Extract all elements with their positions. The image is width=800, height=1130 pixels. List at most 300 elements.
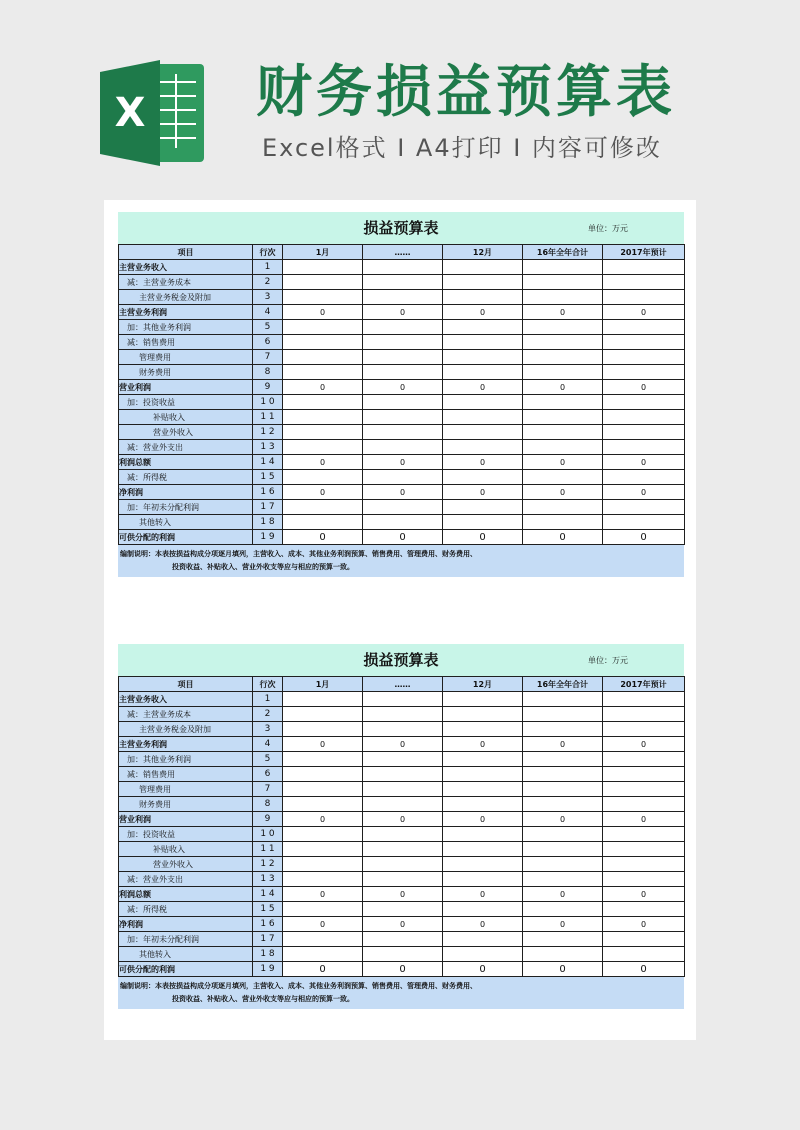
page-subtitle: Excel格式 I A4打印 I 内容可修改 xyxy=(262,134,662,162)
row-item-label: 补贴收入 xyxy=(119,410,253,425)
value-cell[interactable] xyxy=(603,782,685,797)
table-row xyxy=(119,395,685,410)
value-cell[interactable]: 0 xyxy=(283,485,363,500)
value-cell[interactable] xyxy=(603,425,685,440)
row-number: 1 5 xyxy=(253,470,283,485)
value-cell[interactable] xyxy=(283,782,363,797)
row-item-label: 减：所得税 xyxy=(119,470,253,485)
value-cell[interactable] xyxy=(283,470,363,485)
value-cell[interactable] xyxy=(283,395,363,410)
value-cell[interactable] xyxy=(443,515,523,530)
value-cell[interactable] xyxy=(443,470,523,485)
value-cell[interactable] xyxy=(523,470,603,485)
row-item-label: 加：年初未分配利润 xyxy=(119,500,253,515)
value-cell[interactable]: 0 xyxy=(603,380,685,395)
row-number: 1 0 xyxy=(253,827,283,842)
value-cell[interactable]: 0 xyxy=(283,887,363,902)
value-cell[interactable] xyxy=(523,797,603,812)
row-item-label: 加：投资收益 xyxy=(119,395,253,410)
row-number: 6 xyxy=(253,335,283,350)
row-item-label: 利润总额 xyxy=(119,887,253,902)
value-cell[interactable] xyxy=(603,752,685,767)
value-cell[interactable] xyxy=(443,350,523,365)
column-header: 行次 xyxy=(253,677,283,692)
value-cell[interactable] xyxy=(283,440,363,455)
table-note xyxy=(118,977,684,1009)
table-row xyxy=(119,767,685,782)
table-row xyxy=(119,275,685,290)
value-cell[interactable]: 0 xyxy=(283,455,363,470)
value-cell[interactable] xyxy=(523,902,603,917)
value-cell[interactable] xyxy=(283,275,363,290)
row-number: 1 8 xyxy=(253,947,283,962)
value-cell[interactable] xyxy=(283,515,363,530)
value-cell[interactable] xyxy=(523,260,603,275)
row-number: 1 5 xyxy=(253,902,283,917)
value-cell[interactable] xyxy=(283,425,363,440)
value-cell[interactable] xyxy=(523,365,603,380)
value-cell[interactable] xyxy=(603,932,685,947)
row-number: 1 8 xyxy=(253,515,283,530)
row-item-label: 管理费用 xyxy=(119,782,253,797)
table-row xyxy=(119,350,685,365)
value-cell[interactable] xyxy=(443,290,523,305)
row-number: 1 4 xyxy=(253,455,283,470)
value-cell[interactable] xyxy=(523,350,603,365)
value-cell[interactable]: 0 xyxy=(523,887,603,902)
value-cell[interactable] xyxy=(523,722,603,737)
table-row xyxy=(119,260,685,275)
value-cell[interactable] xyxy=(363,692,443,707)
value-cell[interactable] xyxy=(363,350,443,365)
value-cell[interactable] xyxy=(283,842,363,857)
row-number: 9 xyxy=(253,380,283,395)
value-cell[interactable]: 0 xyxy=(523,737,603,752)
column-header: 1月 xyxy=(283,677,363,692)
value-cell[interactable]: 0 xyxy=(443,305,523,320)
value-cell[interactable] xyxy=(603,440,685,455)
value-cell[interactable]: 0 xyxy=(603,917,685,932)
row-item-label: 净利润 xyxy=(119,917,253,932)
value-cell[interactable] xyxy=(283,692,363,707)
table-row xyxy=(119,812,685,827)
value-cell[interactable]: 0 xyxy=(443,530,523,545)
value-cell[interactable] xyxy=(443,782,523,797)
value-cell[interactable] xyxy=(443,395,523,410)
row-number: 4 xyxy=(253,305,283,320)
row-item-label: 补贴收入 xyxy=(119,842,253,857)
value-cell[interactable] xyxy=(363,260,443,275)
value-cell[interactable] xyxy=(283,290,363,305)
value-cell[interactable] xyxy=(363,902,443,917)
value-cell[interactable]: 0 xyxy=(363,737,443,752)
value-cell[interactable] xyxy=(443,827,523,842)
sheet-header xyxy=(118,644,684,676)
value-cell[interactable] xyxy=(283,335,363,350)
row-number: 2 xyxy=(253,275,283,290)
row-item-label: 加：其他业务利润 xyxy=(119,752,253,767)
value-cell[interactable] xyxy=(363,515,443,530)
row-number: 5 xyxy=(253,320,283,335)
row-number: 8 xyxy=(253,797,283,812)
row-item-label: 营业利润 xyxy=(119,380,253,395)
value-cell[interactable] xyxy=(283,260,363,275)
table-row xyxy=(119,752,685,767)
column-header: 2017年预计 xyxy=(603,677,685,692)
row-item-label: 其他转入 xyxy=(119,515,253,530)
table-row xyxy=(119,707,685,722)
value-cell[interactable] xyxy=(363,947,443,962)
row-item-label: 减：主营业务成本 xyxy=(119,275,253,290)
table-row xyxy=(119,305,685,320)
value-cell[interactable] xyxy=(443,722,523,737)
value-cell[interactable] xyxy=(603,707,685,722)
value-cell[interactable] xyxy=(523,767,603,782)
budget-sheet-1 xyxy=(118,212,684,577)
value-cell[interactable] xyxy=(443,260,523,275)
table-row xyxy=(119,797,685,812)
value-cell[interactable] xyxy=(283,722,363,737)
unit-label: 单位：万元 xyxy=(588,656,628,665)
value-cell[interactable]: 0 xyxy=(283,917,363,932)
value-cell[interactable]: 0 xyxy=(603,812,685,827)
value-cell[interactable] xyxy=(523,410,603,425)
value-cell[interactable] xyxy=(523,842,603,857)
value-cell[interactable]: 0 xyxy=(363,305,443,320)
value-cell[interactable]: 0 xyxy=(363,887,443,902)
value-cell[interactable] xyxy=(523,872,603,887)
value-cell[interactable] xyxy=(283,827,363,842)
row-number: 2 xyxy=(253,707,283,722)
value-cell[interactable]: 0 xyxy=(443,737,523,752)
table-row xyxy=(119,917,685,932)
value-cell[interactable]: 0 xyxy=(363,962,443,977)
value-cell[interactable] xyxy=(283,410,363,425)
value-cell[interactable] xyxy=(363,425,443,440)
value-cell[interactable] xyxy=(603,500,685,515)
value-cell[interactable] xyxy=(523,947,603,962)
value-cell[interactable] xyxy=(363,470,443,485)
row-item-label: 加：投资收益 xyxy=(119,827,253,842)
value-cell[interactable] xyxy=(603,692,685,707)
value-cell[interactable] xyxy=(523,827,603,842)
value-cell[interactable] xyxy=(443,842,523,857)
value-cell[interactable]: 0 xyxy=(603,485,685,500)
table-row xyxy=(119,320,685,335)
value-cell[interactable] xyxy=(603,857,685,872)
value-cell[interactable] xyxy=(523,395,603,410)
row-item-label: 主营业务税金及附加 xyxy=(119,290,253,305)
value-cell[interactable] xyxy=(443,797,523,812)
value-cell[interactable] xyxy=(363,842,443,857)
value-cell[interactable] xyxy=(603,797,685,812)
budget-table xyxy=(118,244,685,545)
value-cell[interactable] xyxy=(363,275,443,290)
value-cell[interactable] xyxy=(443,707,523,722)
row-item-label: 管理费用 xyxy=(119,350,253,365)
row-number: 1 1 xyxy=(253,842,283,857)
value-cell[interactable] xyxy=(603,365,685,380)
value-cell[interactable] xyxy=(523,782,603,797)
excel-logo-icon xyxy=(100,58,208,168)
budget-sheet-2 xyxy=(118,644,684,1009)
value-cell[interactable] xyxy=(443,365,523,380)
value-cell[interactable] xyxy=(363,395,443,410)
row-number: 1 2 xyxy=(253,857,283,872)
value-cell[interactable] xyxy=(603,320,685,335)
table-row xyxy=(119,290,685,305)
value-cell[interactable]: 0 xyxy=(523,485,603,500)
column-header: …… xyxy=(363,677,443,692)
value-cell[interactable] xyxy=(603,410,685,425)
table-row xyxy=(119,335,685,350)
table-row xyxy=(119,692,685,707)
value-cell[interactable] xyxy=(603,335,685,350)
value-cell[interactable] xyxy=(603,350,685,365)
value-cell[interactable] xyxy=(363,767,443,782)
value-cell[interactable] xyxy=(283,767,363,782)
value-cell[interactable] xyxy=(443,335,523,350)
table-row xyxy=(119,887,685,902)
value-cell[interactable] xyxy=(523,290,603,305)
value-cell[interactable] xyxy=(283,872,363,887)
value-cell[interactable]: 0 xyxy=(283,530,363,545)
value-cell[interactable] xyxy=(283,752,363,767)
column-header: 12月 xyxy=(443,245,523,260)
table-row xyxy=(119,425,685,440)
value-cell[interactable] xyxy=(443,425,523,440)
value-cell[interactable]: 0 xyxy=(363,455,443,470)
value-cell[interactable] xyxy=(363,932,443,947)
row-item-label: 减：营业外支出 xyxy=(119,440,253,455)
value-cell[interactable]: 0 xyxy=(603,530,685,545)
value-cell[interactable] xyxy=(363,440,443,455)
row-number: 1 6 xyxy=(253,485,283,500)
value-cell[interactable] xyxy=(603,902,685,917)
value-cell[interactable]: 0 xyxy=(523,812,603,827)
column-header: 行次 xyxy=(253,245,283,260)
value-cell[interactable]: 0 xyxy=(523,530,603,545)
row-item-label: 其他转入 xyxy=(119,947,253,962)
value-cell[interactable] xyxy=(523,425,603,440)
value-cell[interactable]: 0 xyxy=(443,917,523,932)
value-cell[interactable] xyxy=(283,350,363,365)
table-row xyxy=(119,902,685,917)
table-row xyxy=(119,872,685,887)
row-item-label: 主营业务税金及附加 xyxy=(119,722,253,737)
column-header: …… xyxy=(363,245,443,260)
value-cell[interactable]: 0 xyxy=(523,962,603,977)
value-cell[interactable]: 0 xyxy=(363,812,443,827)
value-cell[interactable] xyxy=(523,335,603,350)
table-row xyxy=(119,722,685,737)
value-cell[interactable] xyxy=(523,752,603,767)
value-cell[interactable] xyxy=(283,857,363,872)
value-cell[interactable]: 0 xyxy=(523,305,603,320)
value-cell[interactable] xyxy=(603,260,685,275)
value-cell[interactable]: 0 xyxy=(603,887,685,902)
value-cell[interactable] xyxy=(603,947,685,962)
value-cell[interactable] xyxy=(603,290,685,305)
sheet-title: 损益预算表 xyxy=(363,219,439,237)
row-number: 8 xyxy=(253,365,283,380)
unit-label: 单位：万元 xyxy=(588,224,628,233)
value-cell[interactable]: 0 xyxy=(523,455,603,470)
row-item-label: 营业利润 xyxy=(119,812,253,827)
value-cell[interactable] xyxy=(363,290,443,305)
value-cell[interactable]: 0 xyxy=(443,380,523,395)
value-cell[interactable] xyxy=(443,767,523,782)
value-cell[interactable]: 0 xyxy=(603,305,685,320)
table-header-row xyxy=(119,677,685,692)
value-cell[interactable]: 0 xyxy=(283,380,363,395)
value-cell[interactable] xyxy=(523,320,603,335)
value-cell[interactable] xyxy=(363,320,443,335)
value-cell[interactable] xyxy=(523,692,603,707)
value-cell[interactable] xyxy=(443,320,523,335)
value-cell[interactable] xyxy=(363,857,443,872)
row-item-label: 主营业务利润 xyxy=(119,737,253,752)
table-row xyxy=(119,857,685,872)
value-cell[interactable] xyxy=(363,872,443,887)
value-cell[interactable] xyxy=(603,827,685,842)
value-cell[interactable] xyxy=(443,410,523,425)
value-cell[interactable]: 0 xyxy=(283,305,363,320)
column-header: 12月 xyxy=(443,677,523,692)
value-cell[interactable] xyxy=(603,515,685,530)
value-cell[interactable] xyxy=(363,797,443,812)
value-cell[interactable]: 0 xyxy=(443,812,523,827)
row-item-label: 财务费用 xyxy=(119,365,253,380)
value-cell[interactable]: 0 xyxy=(283,962,363,977)
value-cell[interactable]: 0 xyxy=(363,380,443,395)
value-cell[interactable] xyxy=(283,797,363,812)
value-cell[interactable] xyxy=(363,365,443,380)
value-cell[interactable]: 0 xyxy=(363,530,443,545)
value-cell[interactable] xyxy=(443,692,523,707)
value-cell[interactable] xyxy=(523,275,603,290)
value-cell[interactable] xyxy=(283,707,363,722)
table-row xyxy=(119,842,685,857)
value-cell[interactable] xyxy=(443,857,523,872)
row-number: 4 xyxy=(253,737,283,752)
note-line-2: 投资收益、补贴收入、营业外收支等应与相应的预算一致。 xyxy=(172,563,354,571)
value-cell[interactable] xyxy=(443,902,523,917)
page-title: 财务损益预算表 xyxy=(256,60,676,125)
value-cell[interactable] xyxy=(283,932,363,947)
table-header-row xyxy=(119,245,685,260)
value-cell[interactable] xyxy=(443,275,523,290)
value-cell[interactable]: 0 xyxy=(443,485,523,500)
value-cell[interactable]: 0 xyxy=(283,812,363,827)
value-cell[interactable]: 0 xyxy=(443,887,523,902)
table-row xyxy=(119,470,685,485)
value-cell[interactable]: 0 xyxy=(603,455,685,470)
value-cell[interactable]: 0 xyxy=(603,962,685,977)
row-number: 1 2 xyxy=(253,425,283,440)
value-cell[interactable] xyxy=(363,752,443,767)
row-item-label: 减：销售费用 xyxy=(119,335,253,350)
value-cell[interactable] xyxy=(443,752,523,767)
value-cell[interactable] xyxy=(443,947,523,962)
value-cell[interactable]: 0 xyxy=(523,917,603,932)
table-row xyxy=(119,932,685,947)
value-cell[interactable]: 0 xyxy=(443,962,523,977)
row-number: 1 xyxy=(253,692,283,707)
value-cell[interactable] xyxy=(363,782,443,797)
value-cell[interactable] xyxy=(603,395,685,410)
row-item-label: 减：主营业务成本 xyxy=(119,707,253,722)
row-number: 1 9 xyxy=(253,530,283,545)
table-row xyxy=(119,485,685,500)
row-number: 1 1 xyxy=(253,410,283,425)
value-cell[interactable] xyxy=(363,827,443,842)
value-cell[interactable] xyxy=(603,842,685,857)
value-cell[interactable]: 0 xyxy=(283,737,363,752)
value-cell[interactable]: 0 xyxy=(523,380,603,395)
value-cell[interactable] xyxy=(523,857,603,872)
value-cell[interactable] xyxy=(363,335,443,350)
value-cell[interactable]: 0 xyxy=(363,917,443,932)
value-cell[interactable]: 0 xyxy=(363,485,443,500)
value-cell[interactable]: 0 xyxy=(603,737,685,752)
value-cell[interactable] xyxy=(443,440,523,455)
value-cell[interactable] xyxy=(603,722,685,737)
value-cell[interactable] xyxy=(523,515,603,530)
value-cell[interactable] xyxy=(603,275,685,290)
table-row xyxy=(119,782,685,797)
value-cell[interactable] xyxy=(523,707,603,722)
table-row xyxy=(119,380,685,395)
value-cell[interactable] xyxy=(283,902,363,917)
table-row xyxy=(119,410,685,425)
value-cell[interactable] xyxy=(523,440,603,455)
row-number: 1 9 xyxy=(253,962,283,977)
column-header: 16年全年合计 xyxy=(523,677,603,692)
value-cell[interactable] xyxy=(443,932,523,947)
row-number: 1 4 xyxy=(253,887,283,902)
value-cell[interactable] xyxy=(283,365,363,380)
value-cell[interactable] xyxy=(363,500,443,515)
column-header: 2017年预计 xyxy=(603,245,685,260)
value-cell[interactable] xyxy=(363,722,443,737)
value-cell[interactable] xyxy=(443,872,523,887)
row-item-label: 可供分配的利润 xyxy=(119,530,253,545)
row-number: 6 xyxy=(253,767,283,782)
value-cell[interactable] xyxy=(363,707,443,722)
value-cell[interactable] xyxy=(283,947,363,962)
row-number: 1 7 xyxy=(253,500,283,515)
row-item-label: 减：营业外支出 xyxy=(119,872,253,887)
value-cell[interactable] xyxy=(283,320,363,335)
value-cell[interactable] xyxy=(523,500,603,515)
svg-text:X: X xyxy=(114,90,146,136)
value-cell[interactable]: 0 xyxy=(443,455,523,470)
row-number: 5 xyxy=(253,752,283,767)
value-cell[interactable] xyxy=(443,500,523,515)
value-cell[interactable] xyxy=(603,872,685,887)
value-cell[interactable] xyxy=(603,767,685,782)
value-cell[interactable] xyxy=(603,470,685,485)
table-row xyxy=(119,455,685,470)
note-line-1: 编制说明：本表按损益构成分项逐月填列，主营收入、成本、其他业务利润预算、销售费用、管理费用、财务费用、 xyxy=(120,982,477,990)
row-number: 1 3 xyxy=(253,872,283,887)
row-item-label: 营业外收入 xyxy=(119,425,253,440)
row-number: 1 0 xyxy=(253,395,283,410)
value-cell[interactable] xyxy=(523,932,603,947)
value-cell[interactable] xyxy=(283,500,363,515)
value-cell[interactable] xyxy=(363,410,443,425)
